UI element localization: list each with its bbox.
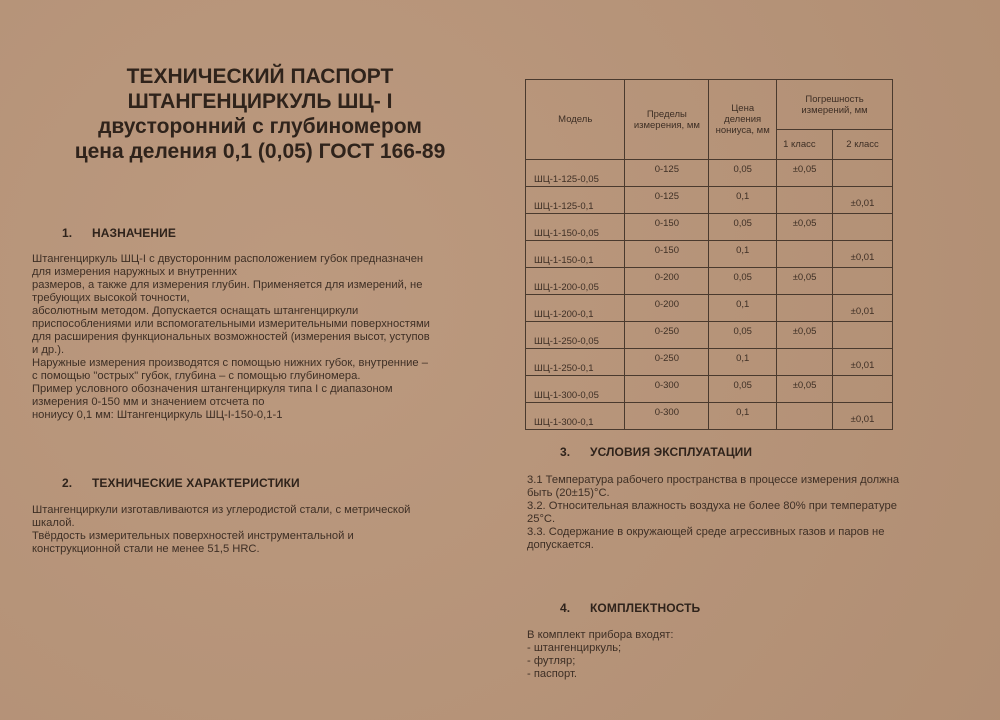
text-line: размеров, а также для измерения глубин. Применяется для измерений, не [32,279,423,291]
cell-class1 [777,349,833,376]
table-row [526,187,893,214]
cell-division: 0,05 [709,322,777,349]
cell-range: 0-250 [625,322,709,349]
table-row [526,241,893,268]
text-line: В комплект прибора входят: [527,629,674,641]
text-line: Пример условного обозначения штангенциркуля типа I с диапазоном [32,383,393,395]
cell-model: ШЦ-1-250-0,1 [526,349,625,376]
cell-division: 0,05 [709,214,777,241]
title-line-2: ШТАНГЕНЦИРКУЛЬ ШЦ- I [127,90,393,113]
section-number: 3. [560,445,571,459]
cell-range: 0-200 [625,268,709,295]
table-row [526,160,893,187]
cell-model: ШЦ-1-150-0,05 [526,214,625,241]
table-row [526,403,893,430]
section-3-heading [560,445,752,459]
cell-model: ШЦ-1-150-0,1 [526,241,625,268]
cell-model: ШЦ-1-200-0,05 [526,268,625,295]
text-line: допускается. [527,539,594,551]
table-row [526,322,893,349]
cell-model: ШЦ-1-300-0,05 [526,376,625,403]
cell-class2: ±0,01 [833,403,893,430]
text-line: абсолютным методом. Допускается оснащать штангенциркули [32,305,359,317]
cell-class2: ±0,01 [833,295,893,322]
header-class-1: 1 класс [777,130,833,160]
header-class-2: 2 класс [833,130,893,160]
cell-model: ШЦ-1-300-0,1 [526,403,625,430]
cell-class2: ±0,01 [833,349,893,376]
cell-class2 [833,160,893,187]
table-row [526,295,893,322]
header-error: Погрешность измерений, мм [777,80,893,130]
text-line: шкалой. [32,517,75,529]
text-line: Наружные измерения производятся с помощью нижних губок, внутренние – [32,357,428,369]
section-1-heading [62,226,176,240]
table-row [526,214,893,241]
cell-range: 0-300 [625,376,709,403]
text-line: Штангенциркуль ШЦ-I с двусторонним расположением губок предназначен [32,253,424,265]
cell-class1 [777,403,833,430]
cell-range: 0-200 [625,295,709,322]
text-line: требующих высокой точности, [32,292,190,304]
cell-model: ШЦ-1-200-0,1 [526,295,625,322]
table-row [526,376,893,403]
text-line: быть (20±15)°С. [527,487,610,499]
section-4-heading [560,601,700,615]
title-line-1: ТЕХНИЧЕСКИЙ ПАСПОРТ [126,65,394,88]
section-title: КОМПЛЕКТНОСТЬ [590,601,701,615]
cell-division: 0,1 [709,295,777,322]
section-2-text [32,504,410,556]
text-line: 25°С. [527,513,556,525]
section-number: 1. [62,226,73,240]
cell-model: ШЦ-1-250-0,05 [526,322,625,349]
cell-range: 0-250 [625,349,709,376]
text-line: приспособлениями или вспомогательными измерительными поверхностями [32,318,430,330]
cell-class2 [833,214,893,241]
text-line: с помощью "острых" губок, глубина – с помощью глубиномера. [32,370,361,382]
cell-class1: ±0,05 [777,160,833,187]
cell-division: 0,1 [709,349,777,376]
text-line: нониусу 0,1 мм: Штангенциркуль ШЦ-I-150-0,1-1 [32,409,283,421]
table-row [526,268,893,295]
text-line: для расширения функциональных возможностей (измерения высот, уступов [32,331,430,343]
section-3-text [527,474,899,552]
cell-range: 0-300 [625,403,709,430]
text-line: измерения 0-150 мм и значением отсчета по [32,396,265,408]
text-line: - паспорт. [527,668,577,680]
specification-table [525,79,893,430]
cell-class2: ±0,01 [833,241,893,268]
cell-division: 0,05 [709,268,777,295]
section-title: НАЗНАЧЕНИЕ [92,226,176,240]
cell-class1: ±0,05 [777,214,833,241]
section-title: УСЛОВИЯ ЭКСПЛУАТАЦИИ [590,445,753,459]
cell-class2 [833,268,893,295]
cell-range: 0-125 [625,160,709,187]
cell-class2 [833,322,893,349]
section-1-text [32,253,430,422]
cell-model: ШЦ-1-125-0,1 [526,187,625,214]
cell-range: 0-125 [625,187,709,214]
cell-class1 [777,241,833,268]
section-2-heading [62,476,300,490]
text-line: конструкционной стали не менее 51,5 HRC. [32,543,260,555]
title-line-3: двусторонний с глубиномером [98,115,422,138]
cell-class1: ±0,05 [777,376,833,403]
cell-class1: ±0,05 [777,268,833,295]
cell-class1 [777,187,833,214]
text-line: - футляр; [527,655,576,667]
cell-division: 0,05 [709,376,777,403]
cell-class2 [833,376,893,403]
text-line: для измерения наружных и внутренних [32,266,238,278]
table-row [526,349,893,376]
document-title [40,64,480,164]
section-number: 2. [62,476,73,490]
cell-division: 0,1 [709,403,777,430]
section-number: 4. [560,601,571,615]
text-line: Штангенциркули изготавливаются из углеродистой стали, с метрической [32,504,411,516]
cell-range: 0-150 [625,241,709,268]
cell-range: 0-150 [625,214,709,241]
text-line: 3.2. Относительная влажность воздуха не более 80% при температуре [527,500,897,512]
title-line-4: цена деления 0,1 (0,05) ГОСТ 166-89 [74,140,446,163]
cell-class2: ±0,01 [833,187,893,214]
text-line: и др.). [32,344,65,356]
header-division: Цена деления нониуса, мм [709,80,777,160]
section-title: ТЕХНИЧЕСКИЕ ХАРАКТЕРИСТИКИ [92,476,300,490]
cell-division: 0,05 [709,160,777,187]
cell-division: 0,1 [709,187,777,214]
header-range: Пределы измерения, мм [625,80,709,160]
cell-class1: ±0,05 [777,322,833,349]
cell-model: ШЦ-1-125-0,05 [526,160,625,187]
text-line: 3.1 Температура рабочего пространства в процессе измерения должна [527,474,900,486]
text-line: - штангенциркуль; [527,642,622,654]
cell-division: 0,1 [709,241,777,268]
section-4-text [527,629,673,681]
cell-class1 [777,295,833,322]
text-line: Твёрдость измерительных поверхностей инструментальной и [32,530,354,542]
header-model: Модель [526,80,625,160]
text-line: 3.3. Содержание в окружающей среде агрессивных газов и паров не [527,526,885,538]
